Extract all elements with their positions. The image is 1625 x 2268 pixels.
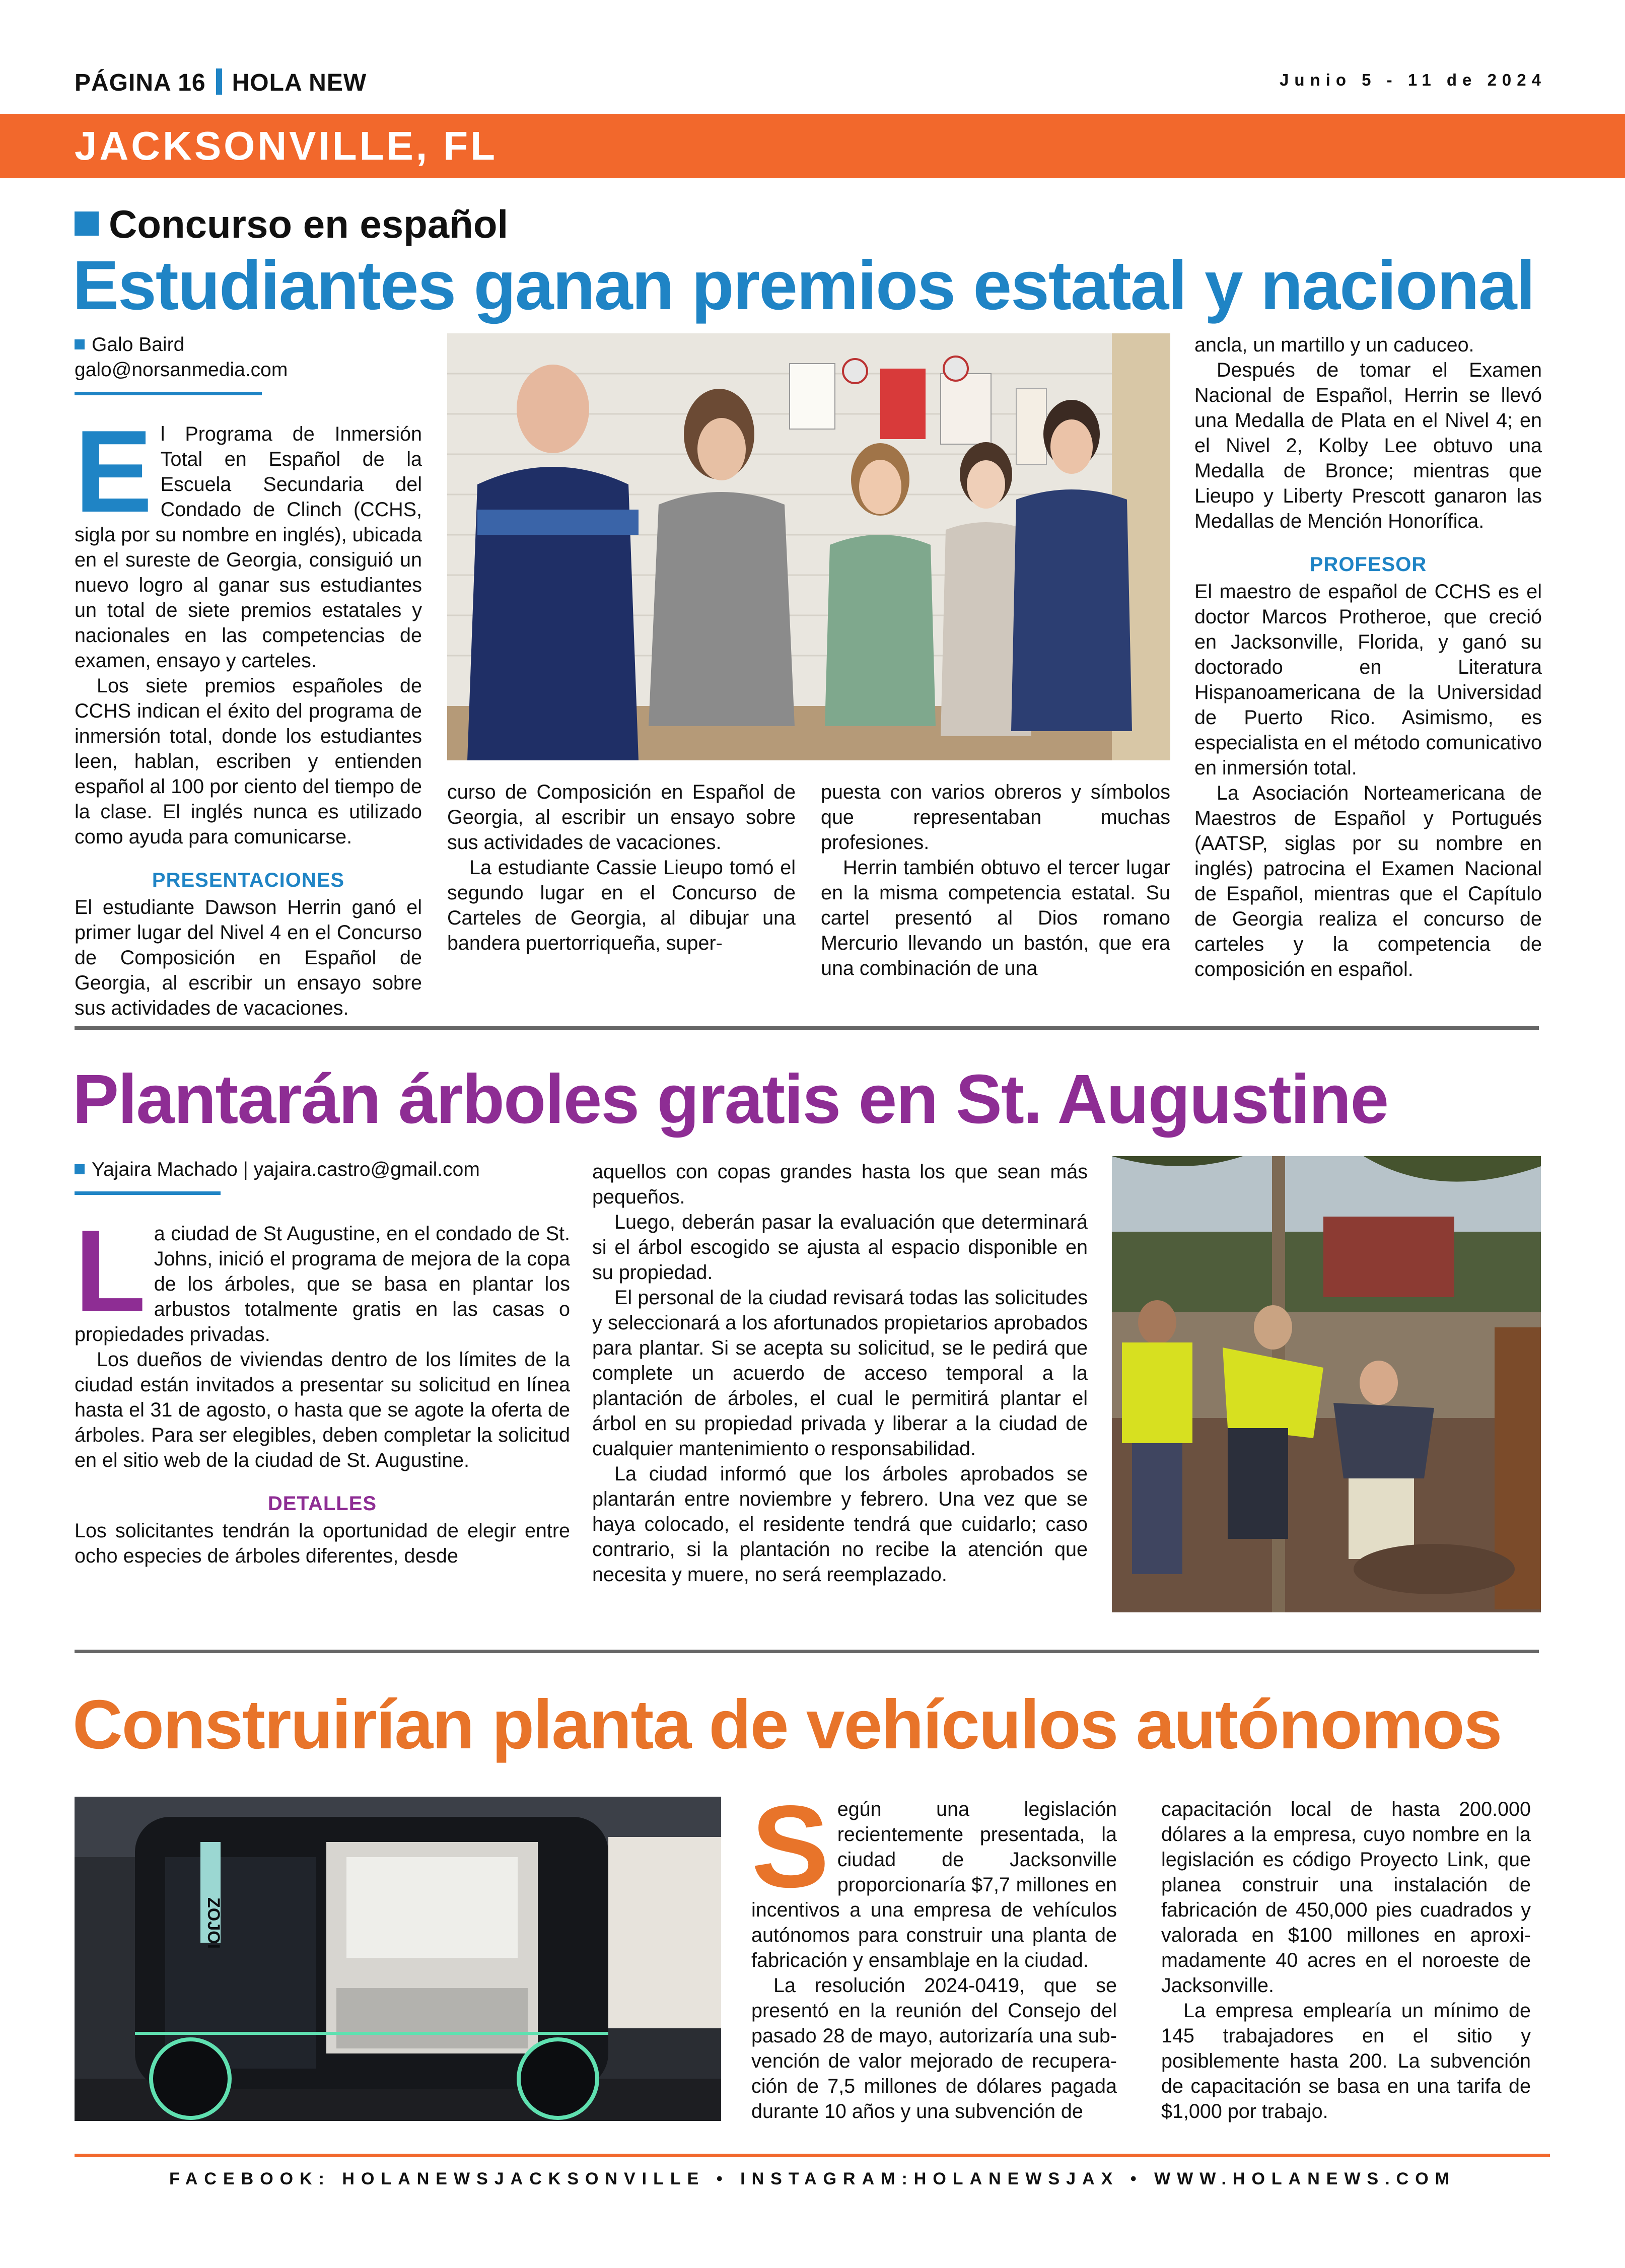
article3-column-2	[1161, 1797, 1531, 2124]
footer-social-links: FACEBOOK: HOLANEWSJACKSONVILLE • INSTAGRAM:HOLANEWSJAX • WWW.HOLANEWS.COM	[169, 2169, 1456, 2188]
subhead-profesor: PROFESOR	[1309, 553, 1427, 576]
paragraph-continued: aquellos con copas grandes hasta los que sean más pequeños.	[592, 1161, 1088, 1208]
tree-planting-photo	[1112, 1156, 1541, 1612]
paragraph: Después de tomar el Examen Nacional de Español, Herrin se llevó una Medalla de Plata en el Nivel 4; en el Nivel 2, Kolby Lee obtuvo una Medalla de Bronce; mientras que Lieupo y Liberty Prescott ganaron las Medallas de Mención Honorífica.	[1194, 359, 1542, 532]
square-bullet-icon	[75, 1164, 85, 1174]
article1-column-2	[447, 779, 796, 956]
paragraph-continued: puesta con varios obreros y símbolos que representaban muchas profesiones.	[821, 781, 1170, 854]
article1-kicker	[75, 201, 508, 247]
paragraph-continued: ancla, un martillo y un caduceo.	[1194, 334, 1474, 356]
byline-text: Yajaira Machado | yajaira.castro@gmail.com	[92, 1159, 480, 1180]
dropcap: E	[75, 406, 153, 537]
paragraph: l Programa de Inmersión Total en Español de la Escuela Secundaria del Condado de Clinch (CCHS, sigla por su nombre en inglés), ubicada en el sureste de Georgia, consiguió un nuevo logro al ganar sus estudiantes un total de siete premios estatales y nacionales en las competencias de examen, ensayo y carteles.	[75, 423, 422, 672]
paragraph-continued: curso de Composición en Español de Georgia, al escribir un ensayo sobre sus actividades de vacaciones.	[447, 781, 796, 854]
subhead-detalles: DETALLES	[267, 1493, 377, 1515]
section-separator	[75, 1026, 1539, 1030]
square-bullet-icon	[75, 339, 85, 349]
dropcap: S	[751, 1782, 829, 1912]
paragraph: La Asociación Norteamericana de Maestros de Español y Portugués (AATSP, siglas por su nombre en inglés) patrocina el Examen Nacional de Español, mientras que el Capítulo de Georgia realiza el concurso de carteles y la competencia de composición en español.	[1194, 782, 1542, 980]
square-bullet-icon	[75, 211, 99, 236]
paragraph: a ciudad de St Augustine, en el condado de St. Johns, inició el programa de mejora de la copa de los árboles, que se basa en plantar los arbustos totalmente gratis en las casas o propiedades privadas.	[75, 1223, 570, 1345]
paragraph: La estudiante Cassie Lieupo tomó el segundo lugar en el Concurso de Carteles de Georgia, al dibujar una bandera puertorriqueña, super-	[447, 857, 796, 954]
paragraph: El maestro de español de CCHS es el doctor Marcos Protheroe, que creció en Jacksonville, Florida, y ganó su doctorado en Literatura Hispanoamericana de la Universidad de Puerto Rico. Asimismo, es especialista en el método comunicativo en inmersión total.	[1194, 581, 1542, 779]
publication-name: HOLA NEW	[232, 69, 367, 96]
byline-rule	[75, 392, 262, 395]
header-divider	[216, 68, 222, 95]
kicker-text: Concurso en español	[109, 202, 509, 246]
autonomous-vehicle-photo	[75, 1797, 721, 2121]
paragraph: La empresa emplearía un mínimo de 145 trabajadores en el sitio y posiblemente hasta 200. La subvención de capacitación se basa en una tarifa de $1,000 por trabajo.	[1161, 2000, 1531, 2122]
paragraph-continued: capacitación local de hasta 200.000 dólares a la empresa, cuyo nombre en la legislación es código Proyecto Link, que planea construir una instalación de fabricación de 450,000 pies cuadrados y valorada en $100 millones en aproximadamente 40 acres en el noroeste de Jacksonville.	[1161, 1798, 1531, 1997]
article1-headline: Estudiantes ganan premios estatal y nacional	[73, 247, 1534, 324]
article1-column-4	[1194, 332, 1542, 982]
article2-column-1	[75, 1157, 570, 1569]
paragraph: La ciudad informó que los árboles aprobados se plantarán entre noviembre y febrero. Una vez que se haya colocado, el residente tendrá que cuidarlo; caso contrario, si la plantación no recibe la atención que necesita y muere, no será reemplazado.	[592, 1463, 1088, 1586]
article1-byline	[75, 332, 422, 358]
article2-headline: Plantarán árboles gratis en St. Augustine	[73, 1060, 1388, 1138]
paragraph: Luego, deberán pasar la evaluación que determinará si el árbol escogido se ajusta al espacio disponible en su propiedad.	[592, 1211, 1088, 1284]
article2-byline	[75, 1157, 570, 1182]
article3-headline: Construirían planta de vehículos autónomos	[73, 1686, 1502, 1763]
article1-column-1	[75, 332, 422, 1021]
article1-body-1	[75, 406, 422, 1021]
students-photo-illustration	[447, 333, 1170, 760]
paragraph: El personal de la ciudad revisará todas las solicitudes y seleccionará a los afortunados propietarios aprobados para plantar. Si se acepta su solicitud, se le pedirá que complete un acuerdo de acceso temporal a la plantación de árboles, el cual le permitirá plantar el árbol en su propiedad privada y liberar a la ciudad de cualquier mantenimiento o responsabilidad.	[592, 1287, 1088, 1460]
autonomous-vehicle-illustration	[75, 1797, 721, 2121]
paragraph: El estudiante Dawson Herrin ganó el primer lugar del Nivel 4 en el Concurso de Composición en Español de Georgia, al escribir un ensayo sobre sus actividades de vacaciones.	[75, 896, 422, 1019]
author-name: Galo Baird	[92, 334, 185, 356]
article3-column-1	[751, 1782, 1117, 2124]
article2-body-1	[75, 1206, 570, 1569]
section-separator	[75, 1650, 1539, 1653]
paragraph: Los siete premios españoles de CCHS indican el éxito del programa de inmersión total, donde los estudiantes leen, hablan, escriben y entienden español al 100 por ciento del tiempo de la clase. El inglés nunca es utilizado como ayuda para comunicarse.	[75, 675, 422, 848]
paragraph: La resolución 2024-0419, que se presentó en la reunión del Consejo del pasado 28 de mayo, autorizaría una subvención de valor mejorado de recuperación de 7,5 millones de dólares pagada durante 10 años y una subvención de	[751, 1974, 1117, 2122]
paragraph: egún una legislación recientemente presentada, la ciudad de Jacksonville proporcionaría $7,7 millones en incentivos a una empresa de vehículos autónomos para construir una planta de fabricación y ensamblaje en la ciudad.	[751, 1798, 1117, 1971]
article1-column-3	[821, 779, 1170, 981]
students-photo	[447, 333, 1170, 760]
subhead-presentaciones: PRESENTACIONES	[152, 869, 345, 891]
paragraph: Herrin también obtuvo el tercer lugar en la misma competencia estatal. Su cartel presentó al Dios romano Mercurio llevando un bastón, que era una combinación de una	[821, 857, 1170, 979]
paragraph: Los solicitantes tendrán la oportunidad de elegir entre ocho especies de árboles diferentes, desde	[75, 1520, 570, 1567]
tree-planting-illustration	[1112, 1156, 1541, 1612]
page-label: PÁGINA 16	[75, 69, 206, 96]
paragraph: Los dueños de viviendas dentro de los límites de la ciudad están invitados a presentar su solicitud en línea hasta el 31 de agosto, o hasta que se agote la oferta de árboles. Para ser elegibles, deben completar la solicitud en el sitio web de la ciudad de St. Augustine.	[75, 1349, 570, 1471]
vehicle-label: ZOJOI	[204, 1897, 223, 1949]
footer-rule	[75, 2154, 1550, 2157]
author-email: galo@norsanmedia.com	[75, 359, 288, 381]
byline-rule	[75, 1191, 221, 1195]
dropcap: L	[75, 1206, 146, 1336]
issue-date: Junio 5 - 11 de 2024	[1280, 70, 1546, 89]
article2-column-2	[592, 1159, 1088, 1587]
city-label: JACKSONVILLE, FL	[75, 123, 498, 168]
page-number	[75, 68, 367, 97]
